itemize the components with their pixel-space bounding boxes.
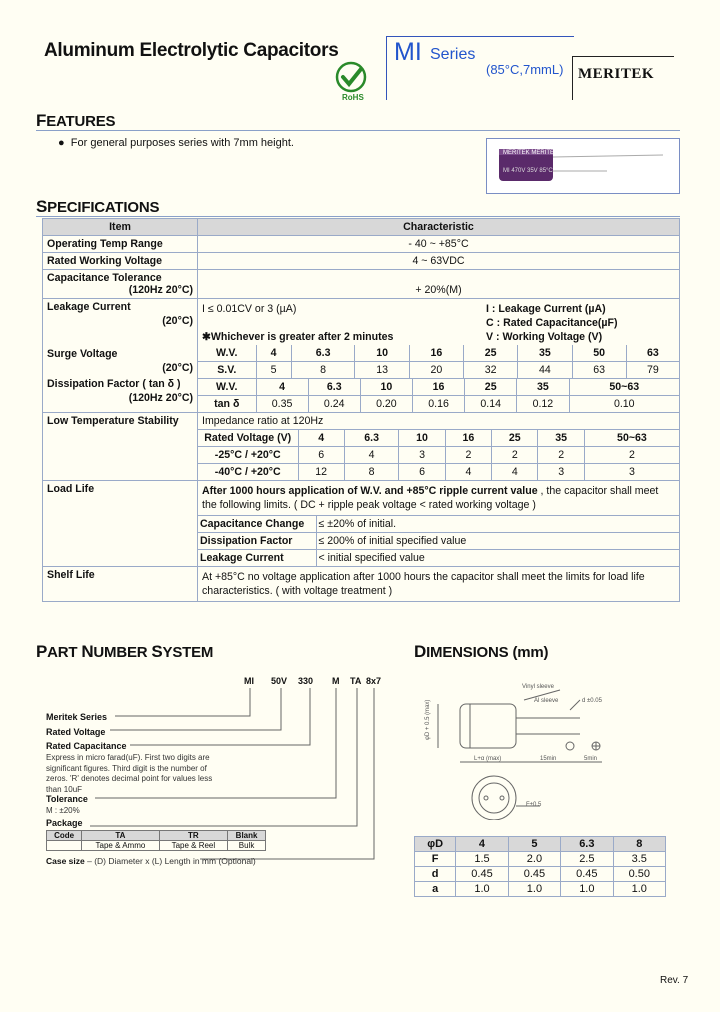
col-item-header: Item	[43, 219, 198, 236]
code-mi: MI	[244, 676, 254, 686]
specifications-table	[42, 218, 680, 602]
shelf-life-label: Shelf Life	[43, 567, 198, 602]
product-photo-frame	[486, 138, 680, 194]
case-size-row: Case size – (D) Diameter x (L) Length in mm (Optional)	[46, 856, 256, 866]
rated-cap-pn-label: Rated Capacitance	[46, 741, 127, 751]
code-case-size: 8x7	[366, 676, 382, 686]
revision-label: Rev. 7	[660, 975, 689, 986]
load-life-text: After 1000 hours application of W.V. and +85°C ripple current value , the capacitor shall meet the following limits. ( DC + ripple peak voltage < rated working voltage )	[198, 481, 679, 516]
lead-d-label: d ±0.05	[582, 698, 602, 704]
cap-tolerance-cell: Capacitance Tolerance (120Hz 20°C)	[43, 270, 198, 299]
feature-item: ● For general purposes series with 7mm height.	[58, 137, 294, 149]
brand-logo: MERITEK	[578, 66, 655, 82]
page-title: Aluminum Electrolytic Capacitors	[44, 40, 339, 61]
leakage-surge-df-values	[198, 299, 680, 413]
cap-description: Express in micro farad(uF). First two digits are significant figures. Third digit is the number of zeros. 'R' denotes decimal point for values less than 10uF	[46, 753, 213, 794]
tolerance-pn-value: M : ±20%	[46, 806, 80, 815]
rated-voltage-label: Rated Working Voltage	[43, 253, 198, 270]
shelf-life-value: At +85°C no voltage application after 1000 hours the capacitor shall meet the limits for load life characteristics. ( with voltage treatment )	[198, 567, 680, 602]
series-code: MI	[394, 38, 422, 66]
min15-label: 15min	[540, 756, 557, 762]
leakage-surge-df-labels: Leakage Current (20°C) Surge Voltage (20°C) Dissipation Factor ( tan δ ) (120Hz 20°C)	[43, 299, 198, 413]
part-number-heading: PART NUMBER SYSTEM	[36, 642, 214, 661]
op-temp-value: - 40 ~ +85°C	[198, 236, 680, 253]
photo-label-bottom: MI 470V 35V 85°C	[503, 168, 553, 174]
impedance-ratio-table: Rated Voltage (V) 4 6.3 10 16 25 35 50~63 -25°C / +20°C 6 4 3 2 2 2 2 -40°C / +20°C 12 8 6 4 4 3 3	[198, 430, 679, 480]
series-word: Series	[430, 46, 476, 63]
specifications-heading: SPECIFICATIONS	[36, 197, 160, 216]
package-pn-label: Package	[46, 818, 83, 828]
rated-voltage-value: 4 ~ 63VDC	[198, 253, 680, 270]
features-heading: FEATURES	[36, 111, 116, 130]
dissipation-factor-table: W.V. 4 6.3 10 16 25 35 50~63 tan δ 0.35 0.24 0.20 0.16 0.14 0.12 0.10	[198, 379, 679, 412]
code-capacitance: 330	[298, 676, 314, 686]
capacitor-photo	[487, 139, 679, 193]
code-tolerance: M	[332, 676, 340, 686]
leakage-block: I ≤ 0.01CV or 3 (µA) ✱Whichever is greater after 2 minutes I : Leakage Current (µA) C : Rated Capacitance(µF) V : Working Voltage (V)	[202, 303, 618, 343]
bullet-icon: ●	[58, 137, 65, 149]
meritek-series-label: Meritek Series	[46, 712, 108, 722]
tolerance-pn-label: Tolerance	[46, 794, 88, 804]
length-label: L+α (max)	[474, 756, 502, 762]
low-temp-values: Impedance ratio at 120Hz Rated Voltage (V) 4 6.3 10 16 25 35 50~63 -25°C / +20°C 6 4 3 2 2 2 2 -40°C / +20°C 12 8 6 4 4 3 3	[198, 413, 680, 481]
diameter-label: φD + 0.5 (max)	[425, 699, 431, 740]
specifications-divider	[36, 216, 680, 217]
op-temp-label: Operating Temp Range	[43, 236, 198, 253]
al-sleeve-label: Al sleeve	[534, 698, 559, 704]
code-package: TA	[350, 676, 362, 686]
min5-label: 5min	[584, 756, 598, 762]
vinyl-sleeve-label: Vinyl sleeve	[522, 684, 554, 690]
load-life-label: Load Life	[43, 481, 198, 567]
cap-tolerance-value: + 20%(M)	[198, 270, 680, 299]
photo-label-top: MERITEK MERITEK	[503, 150, 559, 156]
col-characteristic-header: Characteristic	[198, 219, 680, 236]
dimensions-table: φD 4 5 6.3 8 F 1.5 2.0 2.5 3.5 d 0.45 0.45 0.45 0.50 a 1.0 1.0 1.0 1.0	[414, 836, 666, 897]
load-life-limits-table: Capacitance Change ≤ ±20% of initial. Dissipation Factor ≤ 200% of initial specified value Leakage Current < initial specified value	[198, 516, 679, 566]
package-table: Code TA TR Blank Tape & Ammo Tape & Reel Bulk	[46, 830, 266, 851]
load-life-values	[198, 481, 680, 567]
code-voltage: 50V	[271, 676, 288, 686]
dimensions-heading: DIMENSIONS (mm)	[414, 642, 549, 661]
rohs-text: RoHS	[342, 93, 364, 102]
rated-voltage-pn-label: Rated Voltage	[46, 727, 106, 737]
rohs-logo	[334, 60, 368, 104]
surge-voltage-table: W.V. 4 6.3 10 16 25 35 50 63 S.V. 5 8 13 20 32 44 63 79	[198, 345, 679, 379]
features-divider	[36, 130, 680, 131]
f-pitch-label: F±0.5	[526, 802, 542, 808]
low-temp-label: Low Temperature Stability	[43, 413, 198, 481]
series-subtitle: (85°C,7mmL)	[486, 62, 564, 77]
